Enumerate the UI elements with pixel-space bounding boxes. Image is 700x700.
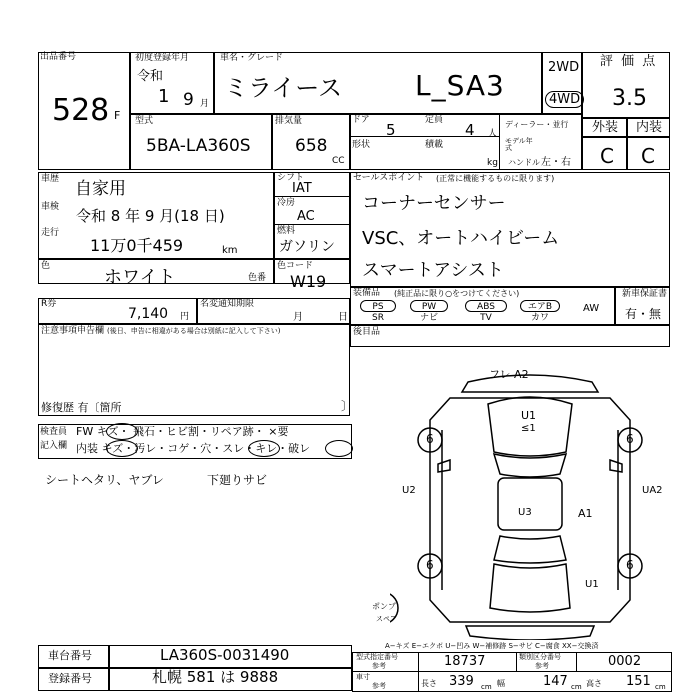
dealer-label: ディーラー・並行 [505, 120, 569, 129]
cc-unit: CC [332, 156, 345, 166]
car-diagram [390, 360, 680, 640]
notice-month: 月 [293, 312, 303, 323]
type-no-sub: 参考 [372, 662, 386, 670]
interior-grade: C [641, 144, 655, 168]
diagram-top-mark: フレ A2 [489, 368, 529, 381]
fuel-label: 燃料 [277, 226, 296, 236]
size-sub: 参考 [372, 682, 386, 690]
notes-label: 注意事項申告欄 [41, 326, 105, 336]
width-value: 147 [543, 674, 568, 689]
equip-pw: PW [410, 300, 448, 312]
front-bumper-shape [462, 375, 598, 392]
shape-label: 形状 [352, 140, 371, 150]
ac-value: AC [297, 209, 315, 224]
damage-legend: A−キズ E−エクボ U−凹み W−補修跡 S−サビ C−腐食 XX−交換済 [385, 642, 599, 650]
handle-label: ハンドル [508, 158, 540, 167]
capacity-value: 4 [465, 121, 475, 139]
lot-suffix: F [114, 109, 121, 122]
plate-label: 登録番号 [48, 672, 92, 685]
color-code-label: 色コード [277, 261, 314, 271]
chassis-label: 車台番号 [48, 649, 92, 662]
height-value: 151 [626, 674, 651, 689]
type-no-label: 型式指定番号 [356, 653, 398, 661]
model-value: 5BA-LA360S [146, 136, 251, 156]
recycle-value: 7,140 [128, 306, 169, 322]
sales-point-2: VSC、オートハイビーム [362, 228, 560, 249]
handle-options: 左・右 [541, 157, 571, 168]
circle-mark-int-yabure [325, 440, 353, 457]
tire-fl-grade: 6 [426, 432, 434, 446]
displacement-value: 658 [295, 136, 328, 156]
plate-number: 札幌 581 は 9888 [152, 668, 279, 686]
inspector-row-interior: 内装 キズ・汚レ・コゲ・穴・スレ・キレ・破レ [76, 442, 311, 455]
length-label: 長さ [421, 679, 437, 688]
reg-month: 9 [183, 90, 194, 110]
tire-rl-grade: 6 [426, 558, 434, 572]
equip-abs: ABS [465, 300, 507, 312]
class-no-sub: 参考 [535, 662, 549, 670]
inspector-label-2: 記入欄 [40, 441, 68, 451]
mileage-value: 11万0千459 [90, 236, 184, 255]
recycle-row [38, 298, 350, 324]
kg-unit: kg [487, 158, 498, 168]
history-label: 車歴 [41, 174, 60, 184]
sales-points-note: (正常に機能するものに限ります) [436, 174, 555, 183]
color-value: ホワイト [104, 267, 176, 288]
grade: L_SA3 [415, 69, 505, 102]
history-value: 自家用 [75, 179, 126, 199]
color-label: 色 [41, 261, 51, 271]
class-no-value: 0002 [608, 654, 642, 669]
circle-mark-int-kizu [106, 440, 138, 457]
circle-mark-fw-kizu [106, 423, 138, 440]
reg-year: 1 [158, 86, 170, 107]
tire-rr-grade: 6 [626, 558, 634, 572]
equipment-label: 装備品 [353, 288, 381, 298]
new-warranty-label: 新車保証書 [622, 289, 668, 299]
color-no-label: 色番 [248, 273, 267, 283]
tire-fr-grade: 6 [626, 432, 634, 446]
chassis-number: LA360S-0031490 [160, 646, 290, 664]
lot-label: 出品番号 [40, 52, 77, 62]
new-warranty-value: 有・無 [625, 307, 662, 321]
spare-label: ポンプ [372, 602, 396, 611]
drive-2wd: 2WD [548, 60, 580, 75]
km-unit: km [222, 245, 238, 256]
ac-label: 冷房 [277, 198, 296, 208]
type-no-value: 18737 [444, 654, 486, 669]
inspection-label: 車検 [41, 202, 60, 212]
first-reg-label: 初度登録年月 [135, 53, 190, 63]
inspection-value: 令和 8 年 9 月(18 日) [76, 207, 225, 225]
width-unit: cm [571, 683, 582, 691]
sales-point-1: コーナーセンサー [362, 193, 506, 214]
interior-label: 内装 [636, 120, 663, 135]
handwritten-note-left: シートヘタリ、ヤブレ [45, 473, 164, 487]
equip-leather: カワ [530, 313, 549, 323]
sales-point-3: スマートアシスト [362, 260, 504, 281]
height-unit: cm [655, 683, 666, 691]
color-code: W19 [290, 272, 327, 291]
diagram-a1: A1 [578, 507, 593, 520]
notes-note: (後日、申告に相違がある場合は別紙に記入して下さい) [107, 327, 281, 335]
equip-airbag: エアB [520, 300, 560, 312]
yen-unit: 円 [180, 312, 190, 322]
person-unit: 人 [488, 129, 498, 139]
diagram-s1: ≤1 [521, 423, 536, 434]
diagram-u1-bottom: U1 [585, 579, 599, 590]
month-unit: 月 [200, 99, 210, 109]
era: 令和 [137, 69, 164, 84]
exterior-label: 外装 [592, 120, 619, 135]
spare-sub-label: スペア [376, 615, 397, 623]
model-year-label: モデル年式 [505, 137, 533, 152]
equip-navi: ナビ [419, 313, 438, 323]
eval-label: 評 価 点 [600, 54, 658, 69]
notice-day: 日 [338, 312, 348, 323]
length-value: 339 [449, 674, 474, 689]
equip-sr: SR [372, 313, 384, 323]
notice-label: 名変通知期限 [200, 299, 255, 309]
size-label: 車寸 [356, 673, 370, 681]
mileage-label: 走行 [41, 228, 60, 238]
sales-points-label: セールスポイント [353, 173, 425, 183]
loadcap-label: 積載 [425, 140, 444, 150]
inspector-row-fw: FW キズ・ 飛石・ヒビ割・リペア跡・ ×要 [76, 425, 289, 438]
diagram-u1-top: U1 [521, 409, 537, 422]
exterior-grade: C [600, 144, 614, 168]
equip-tv: TV [480, 313, 492, 323]
after-items-box [350, 325, 670, 347]
shift-label: シフト [277, 173, 305, 183]
diagram-u3: U3 [518, 507, 532, 518]
repair-bracket: 〕 [341, 399, 354, 413]
equip-ps: PS [360, 300, 396, 312]
displacement-label: 排気量 [275, 116, 303, 126]
doors-value: 5 [386, 121, 396, 139]
car-name: ミライース [224, 74, 343, 102]
lot-number: 528 [52, 93, 110, 128]
inspector-label: 検査員 [40, 427, 68, 437]
fuel-value: ガソリン [279, 239, 335, 255]
handwritten-note-right: 下廻りサビ [207, 473, 268, 487]
circle-mark-int-sure [248, 440, 280, 457]
length-unit: cm [481, 683, 492, 691]
equipment-note: (純正品に限り○をつけてください) [394, 289, 520, 298]
eval-score: 3.5 [612, 86, 647, 111]
recycle-label: R券 [41, 299, 57, 309]
repair-history: 修復歴 有〔箇所 [41, 401, 122, 414]
model-label: 型式 [135, 116, 154, 126]
diagram-ua2: UA2 [642, 485, 663, 496]
doors-label: ドア [352, 115, 370, 125]
drive-4wd: 4WD [545, 91, 584, 108]
height-label: 高さ [586, 679, 602, 688]
equip-aw: AW [583, 303, 600, 314]
width-label: 幅 [497, 679, 505, 688]
after-items-label: 後目品 [353, 327, 381, 337]
shift-value: IAT [292, 181, 312, 196]
car-name-label: 車名・グレード [220, 53, 284, 63]
class-no-label: 類別区分番号 [519, 653, 561, 661]
capacity-label: 定員 [425, 115, 444, 125]
diagram-u2: U2 [402, 485, 416, 496]
